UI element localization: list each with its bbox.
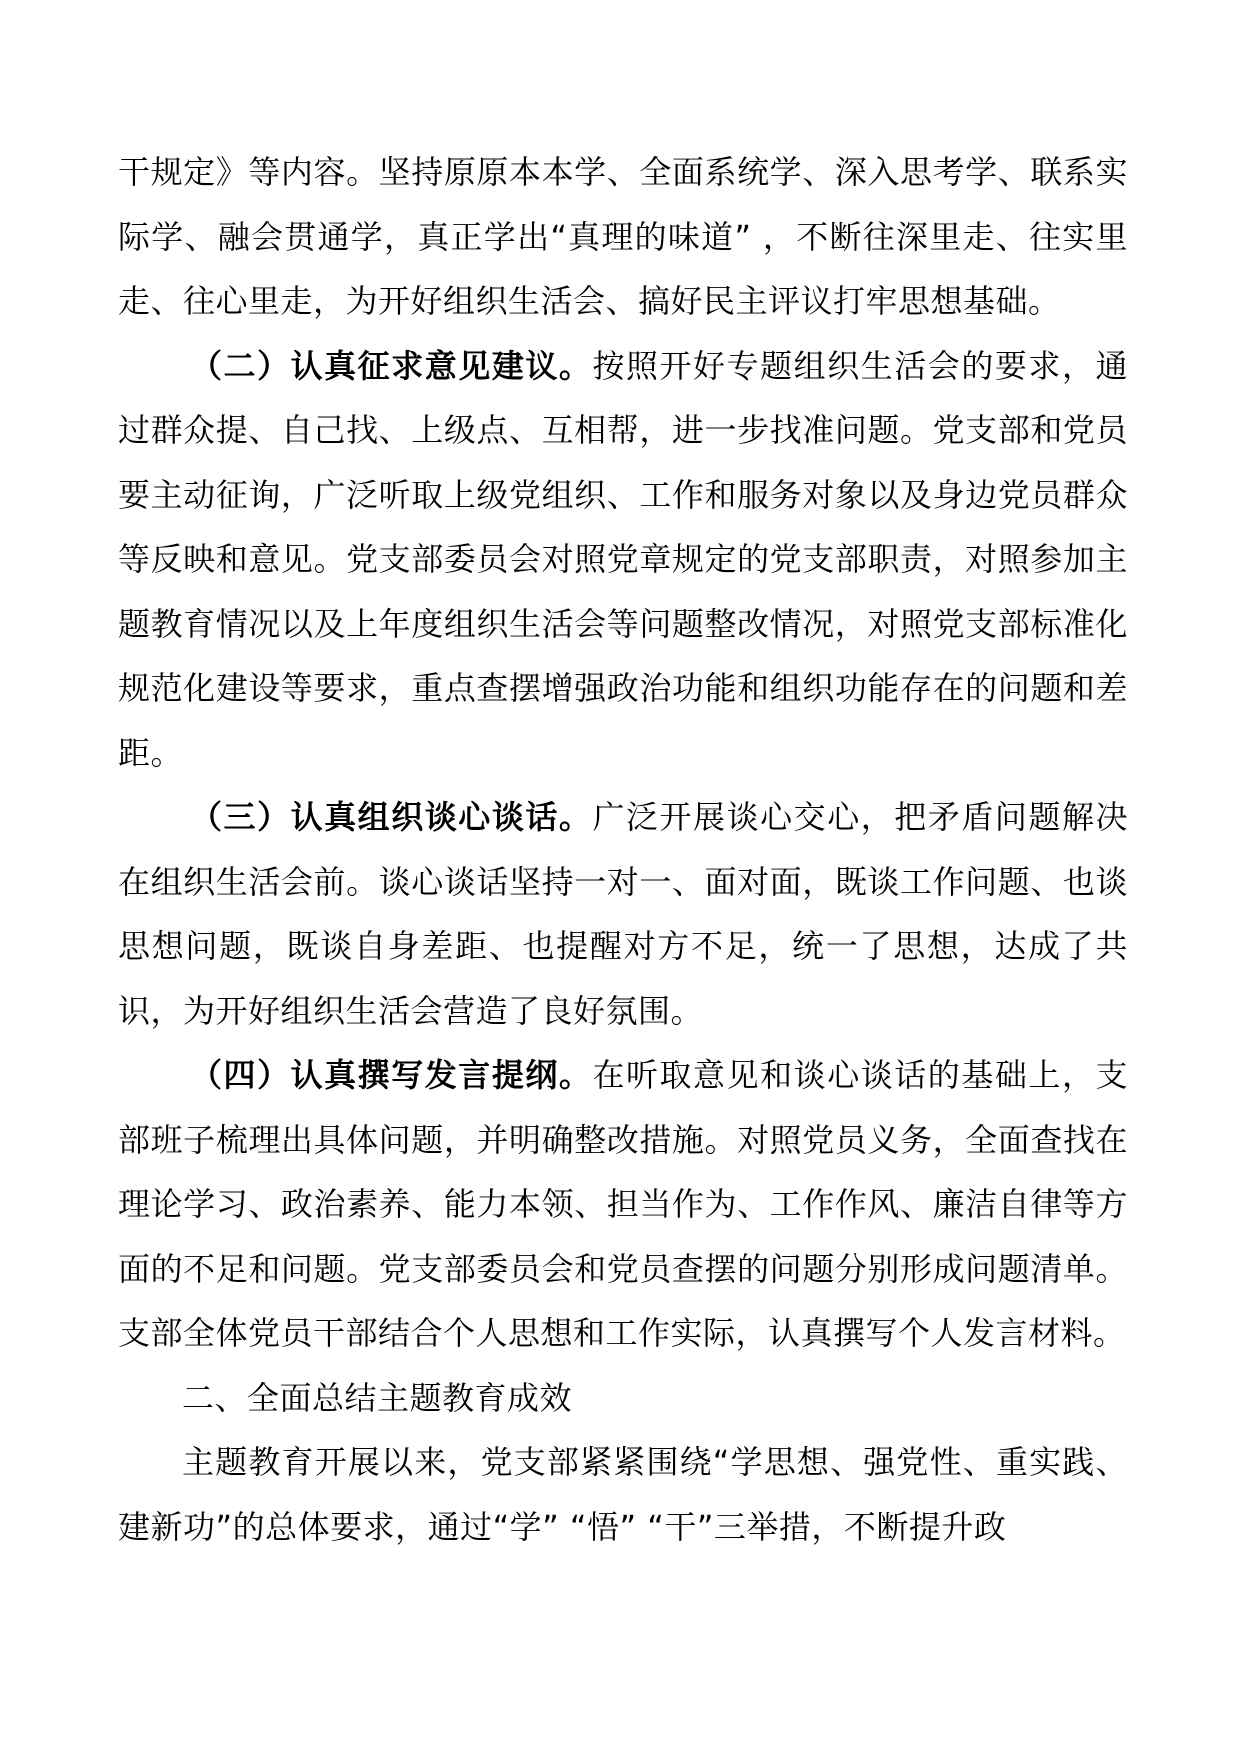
paragraph-text: 主题教育开展以来，党支部紧紧围绕“学思想、强党性、重实践、建新功”的总体要求，通过“学” “悟” “干”三举措，不断提升政 — [118, 1443, 1128, 1546]
paragraph-section-3 — [118, 785, 1128, 1043]
paragraph-text: 按照开好专题组织生活会的要求，通过群众提、自己找、上级点、互相帮，进一步找准问题。党支部和党员要主动征询，广泛听取上级党组织、工作和服务对象以及身边党员群众等反映和意见。党支部委员会对照党章规定的党支部职责，对照参加主题教育情况以及上年度组织生活会等问题整改情况，对照党支部标准化规范化建设等要求，重点查摆增强政治功能和组织功能存在的问题和差距。 — [118, 346, 1128, 772]
section-4-heading: （四）认真撰写发言提纲。 — [190, 1056, 593, 1094]
section-2-heading: （二）认真征求意见建议。 — [190, 346, 593, 385]
document-body — [118, 140, 1128, 1559]
section-3-heading: （三）认真组织谈心谈话。 — [190, 798, 593, 836]
paragraph-text: 广泛开展谈心交心，把矛盾问题解决在组织生活会前。谈心谈话坚持一对一、面对面，既谈工作问题、也谈思想问题，既谈自身差距、也提醒对方不足，统一了思想，达成了共识，为开好组织生活会营造了良好氛围。 — [118, 798, 1128, 1030]
paragraph-summary — [118, 1430, 1128, 1559]
paragraph-text: 在听取意见和谈心谈话的基础上，支部班子梳理出具体问题，并明确整改措施。对照党员义务，全面查找在理论学习、政治素养、能力本领、担当作为、工作作风、廉洁自律等方面的不足和问题。党支部委员会和党员查摆的问题分别形成问题清单。支部全体党员干部结合个人思想和工作实际，认真撰写个人发言材料。 — [118, 1056, 1128, 1352]
paragraph-section-4 — [118, 1043, 1128, 1366]
paragraph-section-2 — [118, 334, 1128, 786]
paragraph-continuation — [118, 140, 1128, 334]
heading-part-2 — [118, 1366, 1128, 1431]
paragraph-text: 干规定》等内容。坚持原原本本学、全面系统学、深入思考学、联系实际学、融会贯通学，真正学出“真理的味道” ，不断往深里走、往实里走、往心里走，为开好组织生活会、搞好民主评议打牢思想基础。 — [118, 153, 1128, 320]
heading-text: 二、全面总结主题教育成效 — [182, 1378, 573, 1417]
